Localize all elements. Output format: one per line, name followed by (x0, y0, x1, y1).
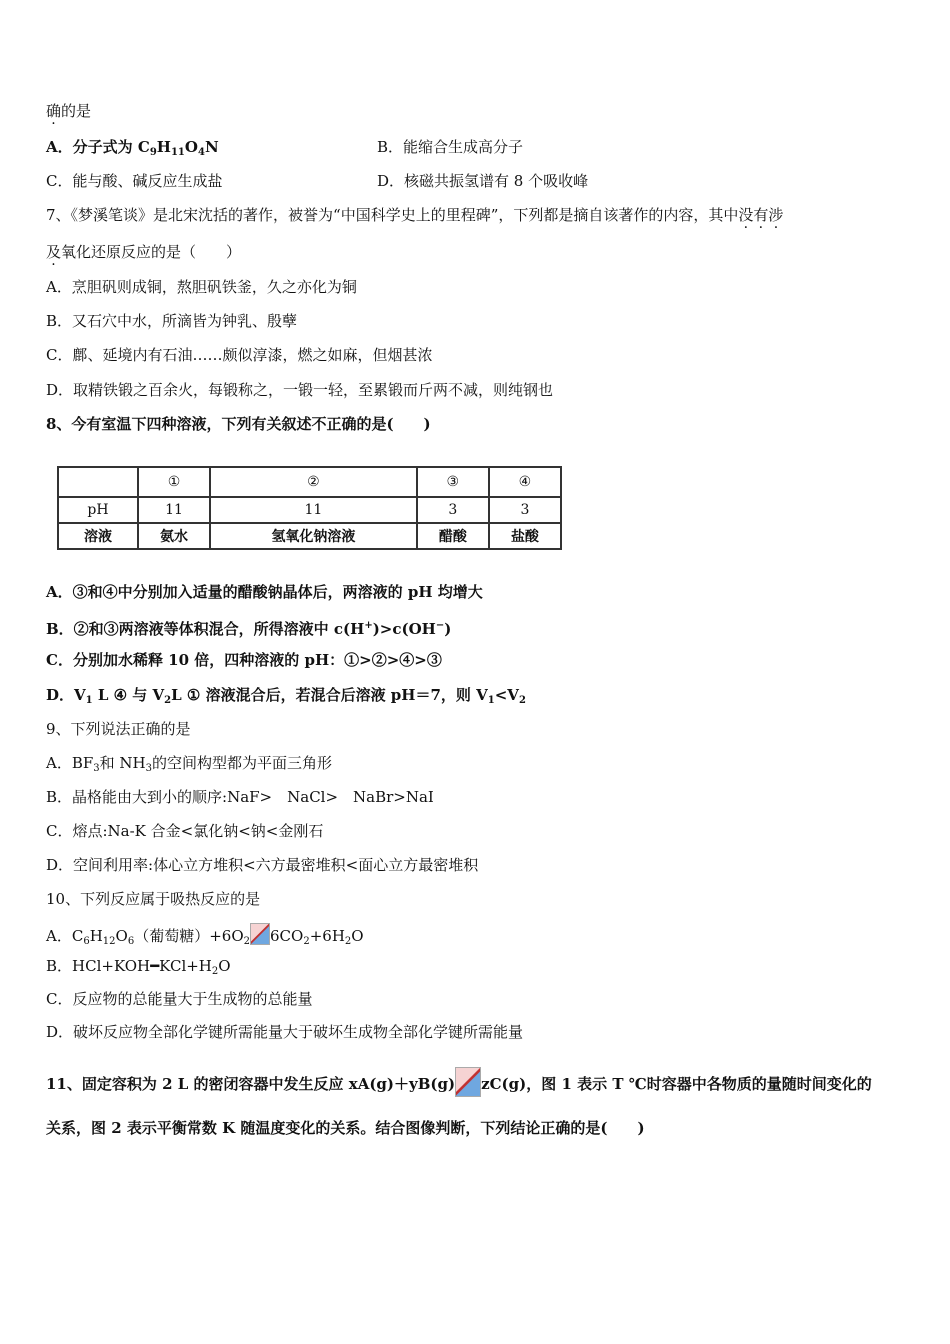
q10-option-b: B．$HCl+KOH━KCl+H_2O$ (46, 957, 231, 977)
table-row-ph: pH 11 11 3 3 (58, 497, 561, 523)
q10-stem: 10、下列反应属于吸热反应的是 (46, 890, 261, 908)
q9-option-c: C．熔点:Na-K 合金<氯化钠<钠<金刚石 (46, 822, 324, 840)
table-header-row: ① ② ③ ④ (58, 467, 561, 497)
q6-option-d: D．核磁共振氢谱有 8 个吸收峰 (377, 172, 589, 190)
q6-option-a: A．分子式为 $C_9H_{11}O_4N$ (46, 138, 219, 158)
q6-option-c: C．能与酸、碱反应生成盐 (46, 172, 223, 190)
q7-stem-line1: 7、《梦溪笔谈》是北宋沈括的著作，被誉为“中国科学史上的里程碑”，下列都是摘自该著作的内容，其中没有涉 (46, 206, 784, 224)
equilibrium-arrow-icon (455, 1067, 481, 1097)
q11-stem-line1: 11、固定容积为 2 L 的密闭容器中发生反应 xA(g)＋yB(g) zC(g)，图 1 表示 T ℃时容器中各物质的量随时间变化的 (46, 1067, 872, 1097)
q8-stem: 8、今有室温下四种溶液，下列有关叙述不正确的是( ) (46, 415, 431, 433)
q7-stem-line2: 及氧化还原反应的是（ ） (46, 243, 242, 261)
q10-option-d: D．破坏反应物全部化学键所需能量大于破坏生成物全部化学键所需能量 (46, 1023, 524, 1041)
q8-option-d: D．$V_1$ L ④ 与 $V_2L$ ① 溶液混合后，若混合后溶液 pH＝7，则 $V_1<V_2$ (46, 686, 526, 706)
q10-option-a: A．$C_6H_{12}O_6$（葡萄糖）$+6O_2$ $6CO_2+6H_2O$ (46, 923, 364, 952)
emphasis-char: 确 (46, 102, 62, 120)
q7-option-a: A．烹胆矾则成铜，熬胆矾铁釜，久之亦化为铜 (46, 278, 357, 296)
q9-option-a: A．$BF_3$和 $NH_3$的空间构型都为平面三角形 (46, 754, 333, 774)
q10-option-c: C．反应物的总能量大于生成物的总能量 (46, 990, 313, 1008)
q6-option-b: B．能缩合生成高分子 (377, 138, 524, 156)
q6-stem-tail: 确的是 (46, 102, 92, 120)
ph-table (57, 466, 562, 550)
q9-stem: 9、下列说法正确的是 (46, 720, 191, 738)
q7-option-c: C．鄜、延境内有石油……颇似淳漆，燃之如麻，但烟甚浓 (46, 346, 433, 364)
reaction-arrow-icon (250, 923, 270, 945)
q9-option-d: D．空间利用率:体心立方堆积<六方最密堆积<面心立方最密堆积 (46, 856, 479, 874)
q8-option-b: B．②和③两溶液等体积混合，所得溶液中 c(H+)>c(OH−) (46, 620, 452, 638)
q7-option-b: B．又石穴中水，所滴皆为钟乳、殷孽 (46, 312, 298, 330)
table-row-solution: 溶液 氨水 氢氧化钠溶液 醋酸 盐酸 (58, 523, 561, 549)
q7-option-d: D．取精铁锻之百余火，每锻称之，一锻一轻，至累锻而斤两不减，则纯钢也 (46, 381, 554, 399)
q8-option-c: C．分别加水稀释 10 倍，四种溶液的 pH：①>②>④>③ (46, 651, 442, 669)
q11-stem-line2: 关系，图 2 表示平衡常数 K 随温度变化的关系。结合图像判断，下列结论正确的是( ) (46, 1119, 645, 1137)
q9-option-b: B．晶格能由大到小的顺序:NaF> NaCl> NaBr>NaI (46, 788, 434, 806)
q8-option-a: A．③和④中分别加入适量的醋酸钠晶体后，两溶液的 pH 均增大 (46, 583, 483, 601)
